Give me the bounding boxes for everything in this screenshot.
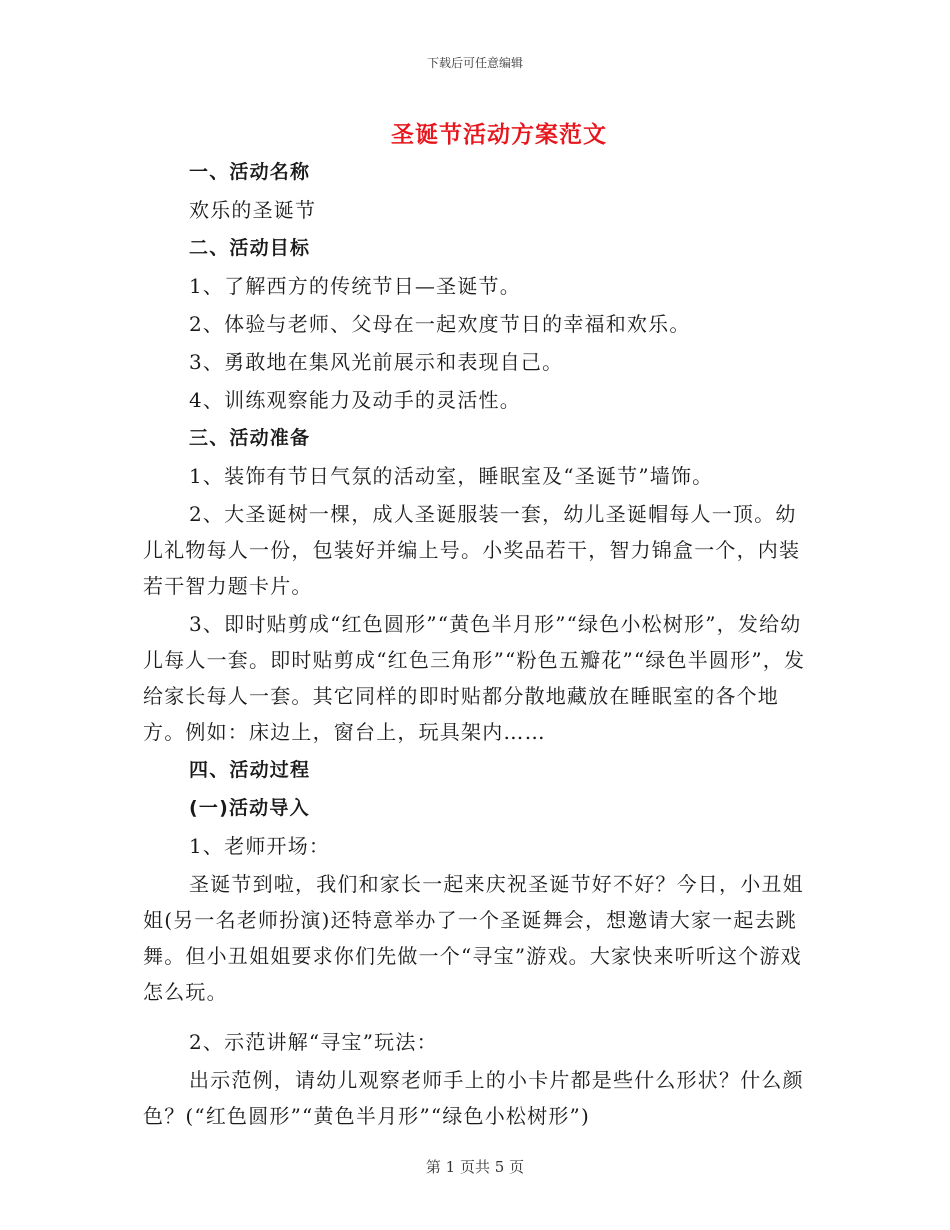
subsection-heading-intro: (一)活动导入 — [189, 797, 310, 819]
section-heading-process: 四、活动过程 — [189, 759, 311, 781]
process-step: 1、老师开场： — [189, 834, 331, 858]
goal-item: 4、训练观察能力及动手的灵活性。 — [189, 388, 521, 412]
section-heading-activity-name: 一、活动名称 — [189, 161, 311, 183]
process-step: 2、示范讲解“寻宝”玩法： — [189, 1030, 438, 1054]
preparation-item: 3、即时贴剪成“红色圆形”“黄色半月形”“绿色小松树形”，发给幼儿每人一套。即时贴剪成“红色三角形”“粉色五瓣花”“绿色半圆形”，发给家长每人一套。其它同样的即时贴都分散地藏放在睡眠室的各个地方。例如：床边上，窗台上，玩具架内…… — [143, 612, 806, 744]
process-step-text: 圣诞节到啦，我们和家长一起来庆祝圣诞节好不好？今日，小丑姐姐(另一名老师扮演)还特意举办了一个圣诞舞会，想邀请大家一起去跳舞。但小丑姐姐要求你们先做一个“寻宝”游戏。大家快来听听这个游戏怎么玩。 — [143, 872, 804, 1004]
header-note: 下载后可任意编辑 — [426, 56, 523, 70]
process-step-text: 出示范例，请幼儿观察老师手上的小卡片都是些什么形状？什么颜色？(“红色圆形”“黄色半月形”“绿色小松树形”) — [143, 1068, 804, 1128]
page-number: 第 1 页共 5 页 — [425, 1158, 525, 1176]
goal-item: 1、了解西方的传统节日—圣诞节。 — [189, 274, 521, 298]
activity-name-text: 欢乐的圣诞节 — [189, 198, 317, 222]
preparation-item: 1、装饰有节日气氛的活动室，睡眠室及“圣诞节”墙饰。 — [189, 464, 714, 488]
document-title: 圣诞节活动方案范文 — [391, 121, 607, 148]
section-heading-goals: 二、活动目标 — [189, 237, 311, 259]
goal-item: 2、体验与老师、父母在一起欢度节日的幸福和欢乐。 — [189, 312, 691, 336]
goal-item: 3、勇敢地在集风光前展示和表现自己。 — [189, 350, 564, 374]
section-heading-preparation: 三、活动准备 — [189, 427, 311, 449]
document-body — [143, 154, 807, 1134]
preparation-item: 2、大圣诞树一棵，成人圣诞服装一套，幼儿圣诞帽每人一顶。幼儿礼物每人一份，包装好并编上号。小奖品若干，智力锦盒一个，内装若干智力题卡片。 — [143, 502, 801, 598]
